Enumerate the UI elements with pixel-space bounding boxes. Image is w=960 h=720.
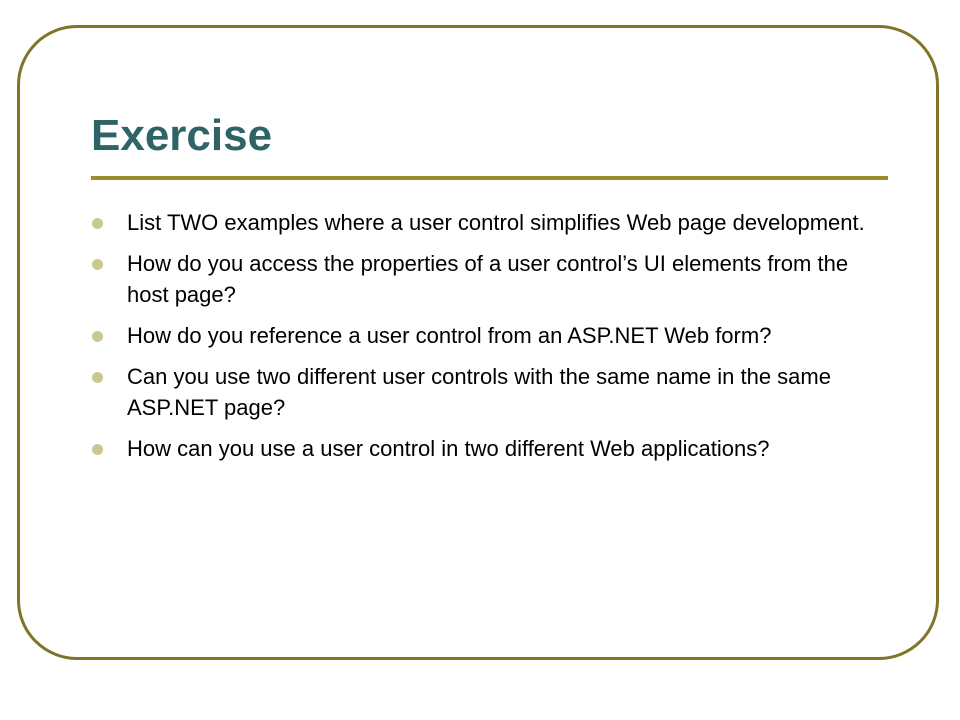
bullet-item: [90, 361, 880, 423]
bullet-dot-icon: [92, 444, 103, 455]
bullet-dot-icon: [92, 259, 103, 270]
bullet-text: How do you reference a user control from an ASP.NET Web form?: [127, 323, 772, 348]
bullet-text: Can you use two different user controls with the same name in the same ASP.NET page?: [127, 364, 831, 420]
bullet-dot-icon: [92, 372, 103, 383]
slide-title: Exercise: [91, 111, 273, 160]
bullet-text: How can you use a user control in two different Web applications?: [127, 436, 770, 461]
bullet-item: [90, 320, 880, 351]
bullet-dot-icon: [92, 218, 103, 229]
bullet-item: [90, 433, 880, 464]
title-underline: [91, 176, 888, 180]
bullet-text: How do you access the properties of a user control’s UI elements from the host page?: [127, 251, 849, 307]
bullet-dot-icon: [92, 331, 103, 342]
bullet-item: [90, 207, 880, 238]
bullet-text: List TWO examples where a user control simplifies Web page development.: [127, 210, 865, 235]
bullet-list: [90, 207, 880, 474]
bullet-item: [90, 248, 880, 310]
